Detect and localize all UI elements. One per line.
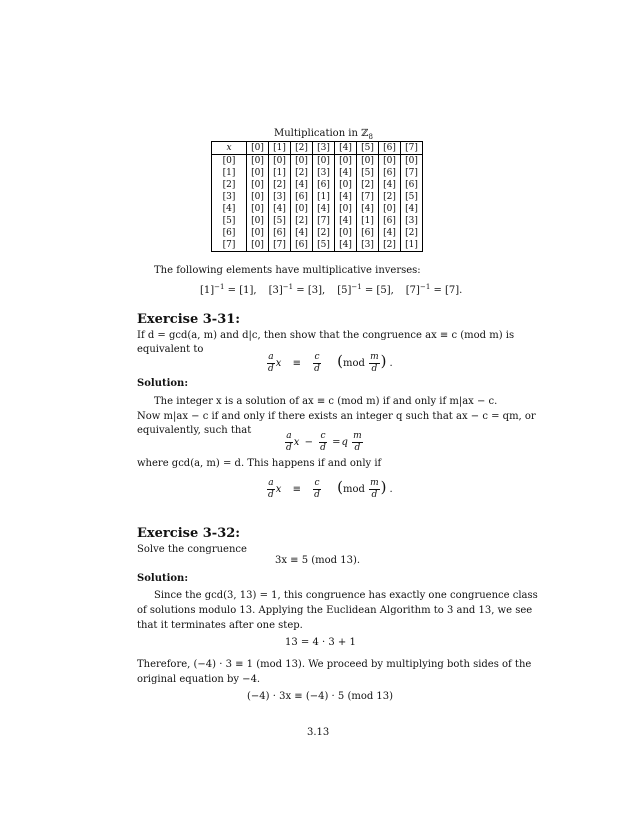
table-row-header: [0] (212, 155, 247, 168)
ex32-solution-line1: Since the gcd(3, 13) = 1, this congruence has exactly one congruence class (154, 590, 538, 601)
table-column-header: [2] (291, 142, 313, 155)
table-cell: [4] (379, 179, 401, 191)
table-row-header: [6] (212, 227, 247, 239)
table-column-header: [5] (357, 142, 379, 155)
table-cell: [2] (291, 215, 313, 227)
inverse-base: [7] (405, 285, 420, 296)
table-cell: [3] (313, 167, 335, 179)
table-row (212, 179, 423, 191)
table-cell: [0] (247, 239, 269, 252)
table-cell: [4] (269, 203, 291, 215)
table-cell: [1] (401, 239, 423, 252)
table-cell: [5] (401, 191, 423, 203)
multiplication-table (211, 141, 423, 252)
inverse-rhs: = [3], (293, 285, 326, 296)
mod-keyword: mod (342, 484, 365, 495)
table-cell: [0] (247, 191, 269, 203)
numerator: c (320, 431, 326, 441)
frac-m-over-d (369, 352, 380, 375)
equation-2 (284, 431, 364, 454)
denominator: d (369, 489, 380, 501)
table-cell: [4] (335, 239, 357, 252)
table-title (274, 128, 373, 141)
table-cell: [3] (269, 191, 291, 203)
table-row-header: [5] (212, 215, 247, 227)
inverses-intro: The following elements have multiplicative inverses: (154, 265, 421, 276)
table-cell: [0] (247, 167, 269, 179)
table-cell: [6] (357, 227, 379, 239)
numerator: m (370, 478, 379, 488)
denominator: d (286, 443, 292, 453)
denominator: d (268, 364, 274, 374)
var-q: q (341, 437, 348, 448)
table-row (212, 191, 423, 203)
table-cell: [6] (291, 191, 313, 203)
inverse-item (269, 285, 326, 296)
table-header-row (212, 142, 423, 155)
frac-m-over-d (369, 478, 380, 501)
table-row (212, 227, 423, 239)
table-cell: [4] (357, 203, 379, 215)
table-cell: [4] (401, 203, 423, 215)
numerator: c (314, 478, 320, 488)
table-cell: [6] (291, 239, 313, 252)
inverse-base: [1] (200, 285, 215, 296)
table-cell: [5] (313, 239, 335, 252)
ex32-solution-line2: of solutions modulo 13. Applying the Euclidean Algorithm to 3 and 13, we see (137, 605, 533, 616)
table-cell: [6] (269, 227, 291, 239)
denominator: d (268, 490, 274, 500)
table-cell: [0] (313, 155, 335, 168)
equiv-sign: ≡ (292, 484, 301, 495)
frac-c-over-d (313, 478, 321, 501)
var-x: x (293, 437, 300, 448)
table-cell: [0] (269, 155, 291, 168)
inverse-exponent: −1 (214, 283, 225, 291)
table-cell: [2] (379, 191, 401, 203)
table-row (212, 215, 423, 227)
table-cell: [0] (335, 203, 357, 215)
table-cell: [0] (335, 179, 357, 191)
exercise-3-31-heading: Exercise 3-31: (137, 312, 241, 327)
denominator: d (352, 442, 363, 454)
lparen: ( (337, 352, 343, 370)
denominator: d (369, 363, 380, 375)
table-cell: [1] (269, 167, 291, 179)
table-cell: [0] (247, 155, 269, 168)
inverse-item (406, 285, 463, 296)
equation-1 (266, 352, 393, 375)
frac-a-over-d (285, 431, 293, 454)
table-title-subscript: 8 (368, 133, 373, 141)
ex31-solution-line1: The integer x is a solution of ax ≡ c (mod m) if and only if m|ax − c. (154, 396, 498, 407)
inverse-rhs: = [5], (361, 285, 394, 296)
inverse-exponent: −1 (351, 283, 362, 291)
inverse-item (337, 285, 394, 296)
table-cell: [0] (379, 203, 401, 215)
inverse-base: [5] (337, 285, 352, 296)
inverse-base: [3] (268, 285, 283, 296)
table-cell: [5] (269, 215, 291, 227)
rparen: ) (380, 352, 387, 370)
table-column-header: [7] (401, 142, 423, 155)
numerator: a (268, 352, 274, 362)
rparen: ) (380, 478, 387, 496)
table-column-header: [0] (247, 142, 269, 155)
table-cell: [6] (313, 179, 335, 191)
inverse-item (200, 285, 257, 296)
var-x: x (275, 358, 282, 369)
table-cell: [4] (335, 167, 357, 179)
inverse-rhs: = [1], (224, 285, 257, 296)
table-row (212, 167, 423, 179)
minus-sign: − (304, 437, 313, 448)
table-cell: [6] (379, 215, 401, 227)
table-cell: [7] (269, 239, 291, 252)
table-cell: [1] (357, 215, 379, 227)
table-cell: [5] (357, 167, 379, 179)
numerator: a (286, 431, 292, 441)
table-cell: [2] (401, 227, 423, 239)
table-cell: [2] (291, 167, 313, 179)
final-equation: (−4) · 3x ≡ (−4) · 5 (mod 13) (247, 691, 394, 702)
table-cell: [0] (379, 155, 401, 168)
table-cell: [4] (379, 227, 401, 239)
lparen: ( (337, 478, 343, 496)
table-cell: [2] (313, 227, 335, 239)
table-row (212, 155, 423, 168)
inverses-list (200, 285, 474, 296)
table-cell: [0] (357, 155, 379, 168)
table-title-symbol: ℤ (361, 128, 369, 139)
table-cell: [0] (401, 155, 423, 168)
table-row-header: [4] (212, 203, 247, 215)
table-row-header: [2] (212, 179, 247, 191)
ex31-solution-line3: equivalently, such that (137, 425, 252, 436)
table-cell: [2] (357, 179, 379, 191)
frac-a-over-d (267, 352, 275, 375)
table-cell: [4] (313, 203, 335, 215)
table-row (212, 203, 423, 215)
inverses-line (200, 285, 474, 296)
table-column-header: [4] (335, 142, 357, 155)
table-cell: [4] (291, 227, 313, 239)
period: . (389, 484, 393, 495)
table-cell: [7] (313, 215, 335, 227)
table-cell: [4] (335, 191, 357, 203)
table-cell: [6] (379, 167, 401, 179)
ex31-solution-line2: Now m|ax − c if and only if there exists an integer q such that ax − c = qm, or (137, 411, 536, 422)
table-cell: [3] (401, 215, 423, 227)
euclid-equation: 13 = 4 · 3 + 1 (285, 637, 356, 648)
page-number: 3.13 (307, 727, 330, 738)
equals-sign: = (332, 437, 341, 448)
numerator: m (353, 431, 362, 441)
equation-3 (266, 478, 393, 501)
ex32-solution-line5: original equation by −4. (137, 674, 261, 685)
table-row-header: [3] (212, 191, 247, 203)
denominator: d (314, 490, 320, 500)
inverse-rhs: = [7]. (430, 285, 463, 296)
frac-c-over-d (319, 431, 327, 454)
table-cell: [7] (401, 167, 423, 179)
table-cell: [3] (357, 239, 379, 252)
exercise-3-31-prompt-line2: equivalent to (137, 344, 204, 355)
var-x: x (275, 484, 282, 495)
equiv-sign: ≡ (292, 358, 301, 369)
table-cell: [0] (247, 179, 269, 191)
table-column-header: [6] (379, 142, 401, 155)
mod-keyword: mod (342, 358, 365, 369)
table-cell: [4] (335, 215, 357, 227)
exercise-3-32-prompt: Solve the congruence (137, 544, 247, 555)
exercise-3-32-congruence: 3x ≡ 5 (mod 13). (275, 555, 361, 566)
table-cell: [0] (335, 227, 357, 239)
period: . (389, 358, 393, 369)
table-row-header: [7] (212, 239, 247, 252)
table-cell: [7] (357, 191, 379, 203)
table-cell: [0] (247, 227, 269, 239)
table-cell: [0] (291, 203, 313, 215)
frac-c-over-d (313, 352, 321, 375)
exercise-3-32-solution-label: Solution: (137, 573, 189, 584)
numerator: c (314, 352, 320, 362)
exercise-3-31-prompt-line1: If d = gcd(a, m) and d|c, then show that the congruence ax ≡ c (mod m) is (137, 330, 515, 341)
inverse-exponent: −1 (282, 283, 294, 291)
table-title-text: Multiplication in (274, 128, 362, 139)
exercise-3-31-solution-label: Solution: (137, 378, 189, 389)
numerator: a (268, 478, 274, 488)
table-cell: [2] (269, 179, 291, 191)
table-corner-label: x (212, 142, 247, 155)
table-column-header: [1] (269, 142, 291, 155)
frac-m-over-d (352, 431, 363, 454)
table-row (212, 239, 423, 252)
table-cell: [1] (313, 191, 335, 203)
frac-a-over-d (267, 478, 275, 501)
multiplication-table-wrap (211, 141, 423, 252)
table-cell: [0] (247, 215, 269, 227)
ex32-solution-line3: that it terminates after one step. (137, 620, 303, 631)
denominator: d (320, 443, 326, 453)
table-cell: [4] (291, 179, 313, 191)
table-column-header: [3] (313, 142, 335, 155)
table-cell: [6] (401, 179, 423, 191)
table-row-header: [1] (212, 167, 247, 179)
ex31-solution-line4: where gcd(a, m) = d. This happens if and only if (137, 458, 382, 469)
numerator: m (370, 352, 379, 362)
table-cell: [0] (247, 203, 269, 215)
table-cell: [0] (291, 155, 313, 168)
ex32-solution-line4: Therefore, (−4) · 3 ≡ 1 (mod 13). We proceed by multiplying both sides of the (137, 659, 532, 670)
exercise-3-32-heading: Exercise 3-32: (137, 526, 241, 541)
denominator: d (314, 364, 320, 374)
table-cell: [0] (335, 155, 357, 168)
table-cell: [2] (379, 239, 401, 252)
inverse-exponent: −1 (419, 283, 431, 291)
